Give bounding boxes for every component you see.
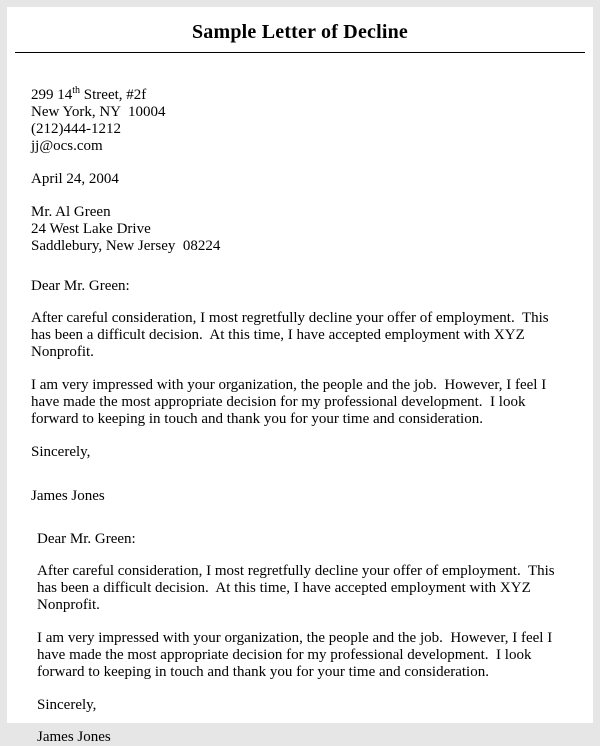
paragraph-2b: I am very impressed with your organization, the people and the job. However, I feel I have made the most appropriate decision for my professional development. I look forward to keeping in touch and thank you for your time and consideration. bbox=[37, 630, 556, 680]
closing-1: Sincerely, bbox=[31, 444, 91, 460]
sender-street-line bbox=[31, 87, 563, 104]
signature-2: James Jones bbox=[37, 729, 111, 745]
salutation-2: Dear Mr. Green: bbox=[37, 531, 136, 547]
recipient-address-block bbox=[31, 204, 563, 255]
letter-body-1 bbox=[31, 278, 563, 505]
recipient-city-line: Saddlebury, New Jersey 08224 bbox=[31, 238, 221, 254]
sender-street-number: 299 14 bbox=[31, 87, 73, 103]
date-line: April 24, 2004 bbox=[31, 171, 119, 187]
sender-email: jj@ocs.com bbox=[31, 138, 103, 154]
sender-phone: (212)444-1212 bbox=[31, 121, 121, 137]
closing-2: Sincerely, bbox=[37, 697, 97, 713]
salutation-1: Dear Mr. Green: bbox=[31, 278, 130, 294]
page-title: Sample Letter of Decline bbox=[191, 21, 409, 43]
sender-address-block bbox=[31, 87, 563, 155]
sender-street-ordinal: th bbox=[72, 85, 81, 96]
letter-body-2 bbox=[31, 531, 563, 746]
signature-1: James Jones bbox=[31, 488, 105, 504]
paragraph-2a: I am very impressed with your organization, the people and the job. However, I feel I have made the most appropriate decision for my professional development. I look forward to keeping in touch and thank you for your time and consideration. bbox=[31, 377, 550, 427]
letter-page bbox=[7, 7, 593, 745]
paragraph-1a: After careful consideration, I most regretfully decline your offer of employment. This has been a difficult decision. At this time, I have accepted employment with XYZ Nonprofit. bbox=[31, 310, 553, 360]
recipient-street: 24 West Lake Drive bbox=[31, 221, 151, 237]
sender-street-rest: Street, #2f bbox=[80, 87, 147, 103]
sender-city-line: New York, NY 10004 bbox=[31, 104, 166, 120]
paragraph-1b: After careful consideration, I most regretfully decline your offer of employment. This has been a difficult decision. At this time, I have accepted employment with XYZ Nonprofit. bbox=[37, 563, 559, 613]
recipient-name: Mr. Al Green bbox=[31, 204, 111, 220]
letter-content bbox=[7, 53, 593, 746]
